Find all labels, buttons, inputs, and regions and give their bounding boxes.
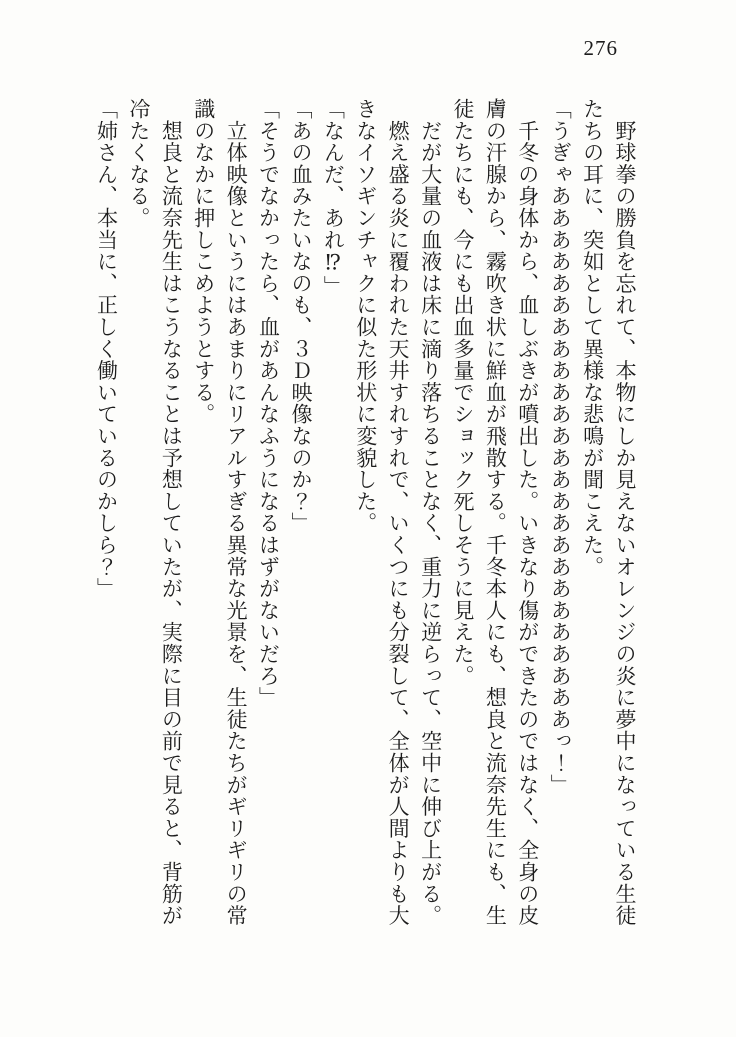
text-line: 想良と流奈先生はこうなることは予想していたが、実際に目の前で見ると、背筋が: [159, 98, 184, 927]
text-line: 識のなかに押しこめようとする。: [191, 98, 216, 425]
text-line: 「姉さん、本当に、正しく働いているのかしら？」: [94, 98, 119, 600]
text-line: 冷たくなる。: [126, 98, 151, 229]
text-line: 徒たちにも、今にも出血多量でショック死しそうに見えた。: [450, 98, 475, 687]
text-line: きなイソギンチャクに似た形状に変貌した。: [353, 98, 378, 534]
text-line: だが大量の血液は床に滴り落ちることなく、重力に逆らって、空中に伸び上がる。: [418, 98, 443, 927]
vertical-text-block: [90, 98, 641, 928]
text-line: 立体映像というにはあまりにリアルすぎる異常な光景を、生徒たちがギリギリの常: [224, 98, 249, 927]
text-line: たちの耳に、突如として異様な悲鳴が聞こえた。: [580, 98, 605, 578]
text-line: 「そうでなかったら、血があんなふうになるはずがないだろ」: [256, 98, 281, 709]
text-line: 膚の汗腺から、霧吹き状に鮮血が飛散する。千冬本人にも、想良と流奈先生にも、生: [483, 98, 508, 927]
text-line: 「うぎゃあああああああああああああああああああああああああっ！」: [548, 98, 573, 796]
text-line: 野球拳の勝負を忘れて、本物にしか見えないオレンジの炎に夢中になっている生徒: [613, 98, 637, 927]
text-line: 千冬の身体から、血しぶきが噴出した。いきなり傷ができたのではなく、全身の皮: [515, 98, 540, 927]
text-line: 「なんだ、あれ⁉」: [321, 98, 346, 298]
text-line: 燃え盛る炎に覆われた天井すれすれで、いくつにも分裂して、全体が人間よりも大: [386, 98, 411, 927]
page-number: 276: [583, 36, 618, 60]
text-line: 「あの血みたいなのも、３Ｄ映像なのか？」: [288, 98, 313, 534]
